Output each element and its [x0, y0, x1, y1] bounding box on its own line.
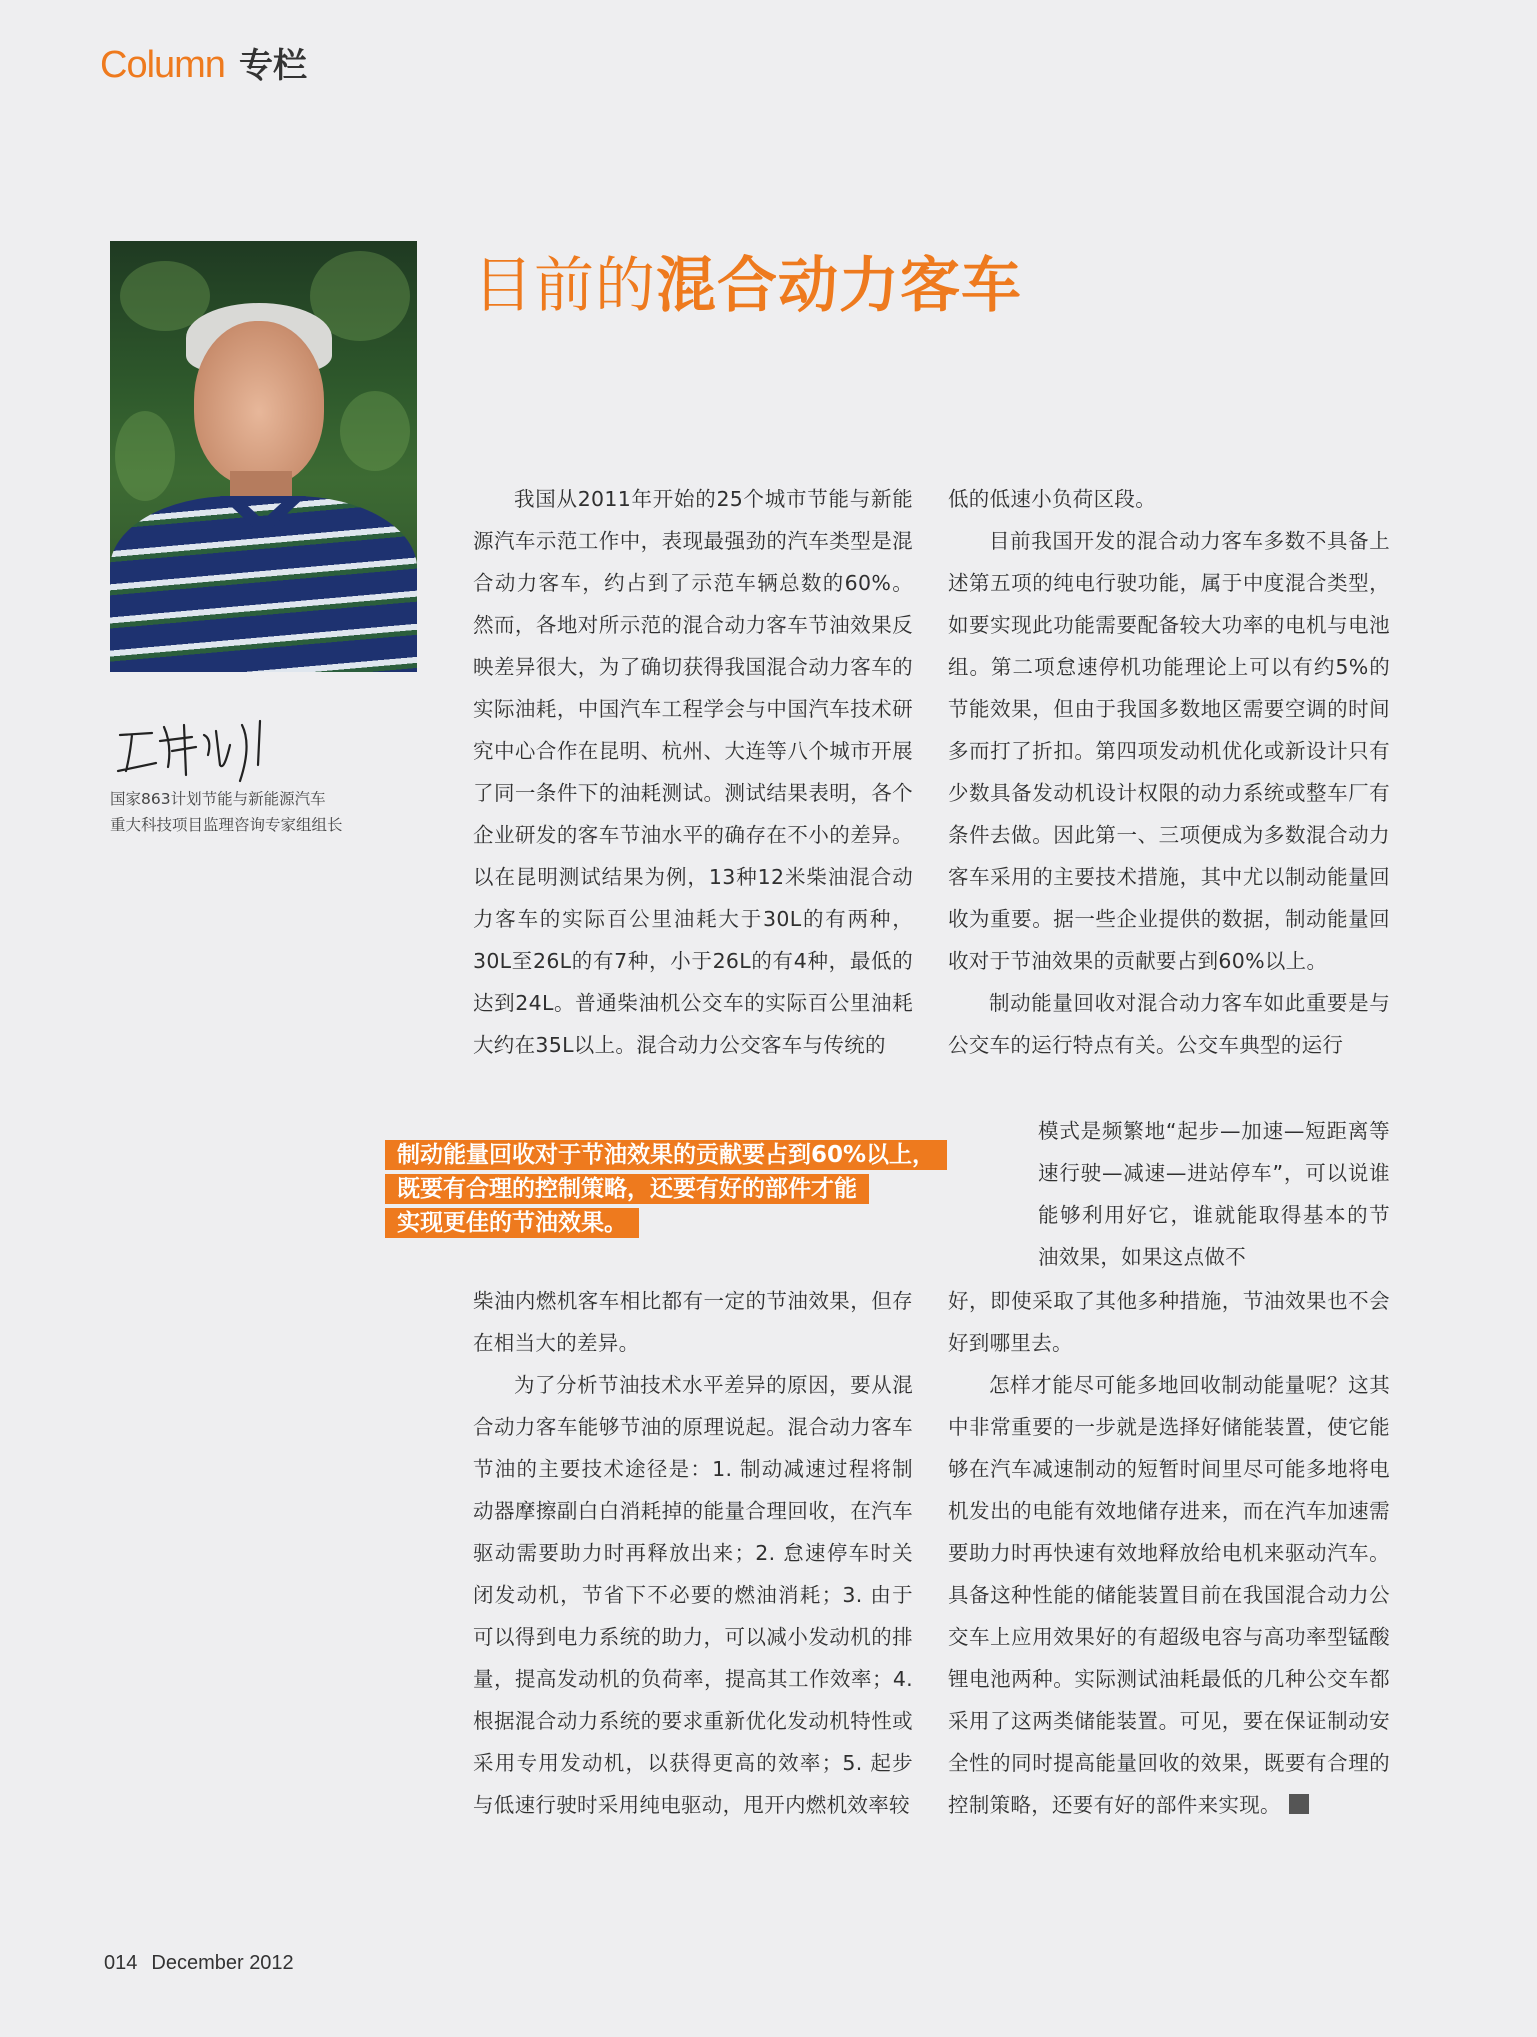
page-footer: [104, 1952, 308, 1975]
pull-quote: [385, 1140, 947, 1242]
paragraph-4-part-b: 模式是频繁地“起步—加速—短距离等速行驶—减速—进站停车”，可以说谁能够利用好它，谁就能取得基本的节油效果，如果这点做不: [1038, 1119, 1390, 1269]
author-desc-line-2: 重大科技项目监理咨询专家组组长: [110, 816, 343, 834]
body-column-right-top: [948, 478, 1390, 1066]
author-desc-line-1: 国家863计划节能与新能源汽车: [110, 790, 326, 808]
issue-date: December 2012: [151, 1952, 294, 1974]
column-label-en: Column: [100, 44, 225, 86]
title-light: 目前的: [473, 251, 656, 321]
author-description: [110, 786, 410, 838]
page-number: 014: [104, 1952, 138, 1974]
paragraph-1-continued: 柴油内燃机客车相比都有一定的节油效果，但存在相当大的差异。: [473, 1289, 913, 1355]
column-label-zh: 专栏: [238, 46, 307, 86]
body-column-left-bottom: [473, 1280, 913, 1826]
paragraph-4-part-c: 好，即使采取了其他多种措施，节油效果也不会好到哪里去。: [948, 1289, 1390, 1355]
paragraph-2-continued: 低的低速小负荷区段。: [948, 487, 1156, 511]
author-photo: [110, 241, 417, 672]
body-column-right-bottom: [948, 1280, 1390, 1826]
article-title: [473, 238, 1022, 324]
body-column-left-top: [473, 478, 913, 1066]
pull-quote-line-2: 既要有合理的控制策略，还要有好的部件才能: [385, 1174, 869, 1204]
paragraph-1: 我国从2011年开始的25个城市节能与新能源汽车示范工作中，表现最强劲的汽车类型是混合动力客车，约占到了示范车辆总数的60%。然而，各地对所示范的混合动力客车节油效果反映差异很大，为了确切获得我国混合动力客车的实际油耗，中国汽车工程学会与中国汽车技术研究中心合作在昆明、杭州、大连等八个城市开展了同一条件下的油耗测试。测试结果表明，各个企业研发的客车节油水平的确存在不小的差异。以在昆明测试结果为例，13种12米柴油混合动力客车的实际百公里油耗大于30L的有两种，30L至26L的有7种，小于26L的有4种，最低的达到24L。普通柴油机公交车的实际百公里油耗大约在35L以上。混合动力公交客车与传统的: [473, 487, 913, 1057]
paragraph-3: 目前我国开发的混合动力客车多数不具备上述第五项的纯电行驶功能，属于中度混合类型，如要实现此功能需要配备较大功率的电机与电池组。第二项怠速停机功能理论上可以有约5%的节能效果，但由于我国多数地区需要空调的时间多而打了折扣。第四项发动机优化或新设计只有少数具备发动机设计权限的动力系统或整车厂有条件去做。因此第一、三项便成为多数混合动力客车采用的主要技术措施，其中尤以制动能量回收为重要。据一些企业提供的数据，制动能量回收对于节油效果的贡献要占到60%以上。: [948, 529, 1390, 973]
paragraph-2: 为了分析节油技术水平差异的原因，要从混合动力客车能够节油的原理说起。混合动力客车节油的主要技术途径是：1. 制动减速过程将制动器摩擦副白白消耗掉的能量合理回收，在汽车驱动需要助力时再释放出来；2. 怠速停车时关闭发动机，节省下不必要的燃油消耗；3. 由于可以得到电力系统的助力，可以减小发动机的排量，提高发动机的负荷率，提高其工作效率；4. 根据混合动力系统的要求重新优化发动机特性或采用专用发动机，以获得更高的效率；5. 起步与低速行驶时采用纯电驱动，甩开内燃机效率较: [473, 1373, 913, 1817]
pull-quote-line-3: 实现更佳的节油效果。: [385, 1208, 639, 1238]
pull-quote-line-1: 制动能量回收对于节油效果的贡献要占到60%以上，: [385, 1140, 947, 1170]
author-signature: [112, 705, 282, 785]
paragraph-5-text: 怎样才能尽可能多地回收制动能量呢？这其中非常重要的一步就是选择好储能装置，使它能够在汽车减速制动的短暂时间里尽可能多地将电机发出的电能有效地储存进来，而在汽车加速需要助力时再快速有效地释放给电机来驱动汽车。具备这种性能的储能装置目前在我国混合动力公交车上应用效果好的有超级电容与高功率型锰酸锂电池两种。实际测试油耗最低的几种公交车都采用了这两类储能装置。可见，要在保证制动安全性的同时提高能量回收的效果，既要有合理的控制策略，还要有好的部件来实现。: [948, 1373, 1390, 1817]
title-bold: 混合动力客车: [656, 251, 1022, 321]
body-column-right-wrap: [1038, 1110, 1390, 1278]
paragraph-5: [948, 1364, 1390, 1826]
paragraph-4-part-a: 制动能量回收对混合动力客车如此重要是与公交车的运行特点有关。公交车典型的运行: [948, 991, 1390, 1057]
end-mark-icon: [1289, 1794, 1309, 1814]
column-header: [100, 38, 307, 87]
